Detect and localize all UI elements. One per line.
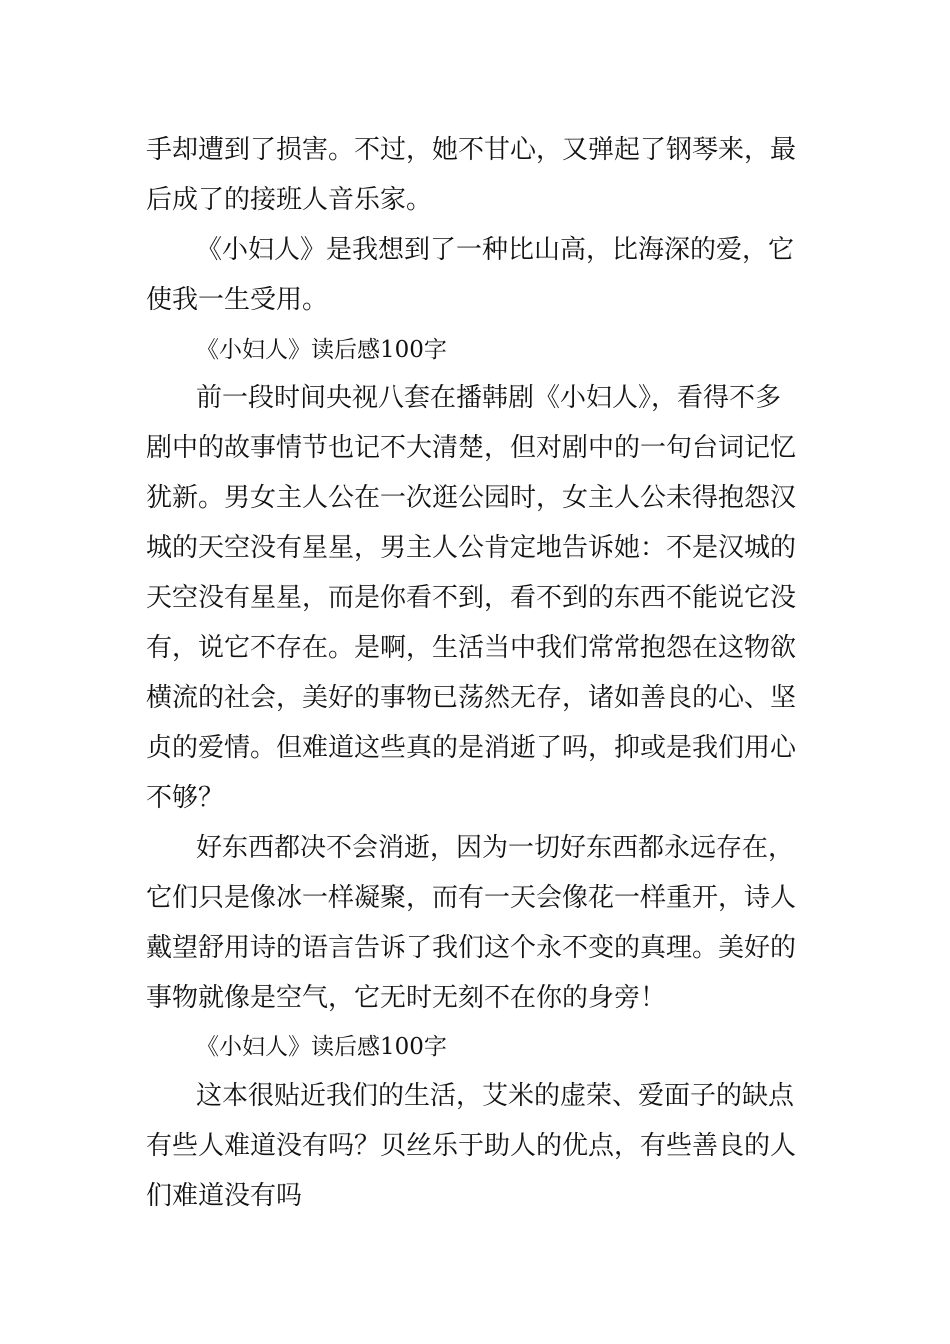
paragraph-line: 不够？ [146,783,225,813]
paragraph-line: 前一段时间央视八套在播韩剧《小妇人》，看得不多 [196,383,782,413]
paragraph-line: 有些人难道没有吗？贝丝乐于助人的优点，有些善良的人 [146,1131,797,1161]
paragraph-line: 好东西都决不会消逝，因为一切好东西都永远存在， [196,833,795,863]
paragraph-line: 贞的爱情。但难道这些真的是消逝了吗，抑或是我们用心 [146,733,797,763]
paragraph-line: 横流的社会，美好的事物已荡然无存，诸如善良的心、坚 [146,683,797,713]
paragraph-line: 手却遭到了损害。不过，她不甘心，又弹起了钢琴来，最 [146,135,797,165]
paragraph-line: 它们只是像冰一样凝聚，而有一天会像花一样重开，诗人 [146,883,797,913]
paragraph-line: 有，说它不存在。是啊，生活当中我们常常抱怨在这物欲 [146,633,797,663]
paragraph-line: 《小妇人》是我想到了一种比山高，比海深的爱，它 [196,235,795,265]
paragraph-line: 戴望舒用诗的语言告诉了我们这个永不变的真理。美好的 [146,933,797,963]
paragraph-line: 使我一生受用。 [146,285,329,315]
paragraph-line: 城的天空没有星星，男主人公肯定地告诉她：不是汉城的 [146,533,797,563]
paragraph-line: 事物就像是空气，它无时无刻不在你的身旁！ [146,983,667,1013]
paragraph-line: 后成了的接班人音乐家。 [146,185,433,215]
section-heading: 《小妇人》读后感100字 [196,1034,447,1060]
paragraph-line: 剧中的故事情节也记不大清楚，但对剧中的一句台词记忆 [146,433,797,463]
paragraph-line: 这本很贴近我们的生活，艾米的虚荣、爱面子的缺点 [196,1081,795,1111]
section-heading: 《小妇人》读后感100字 [196,337,447,363]
paragraph-line: 犹新。男女主人公在一次逛公园时，女主人公未得抱怨汉 [146,483,797,513]
paragraph-line: 们难道没有吗 [146,1181,303,1211]
paragraph-line: 天空没有星星，而是你看不到，看不到的东西不能说它没 [146,583,797,613]
